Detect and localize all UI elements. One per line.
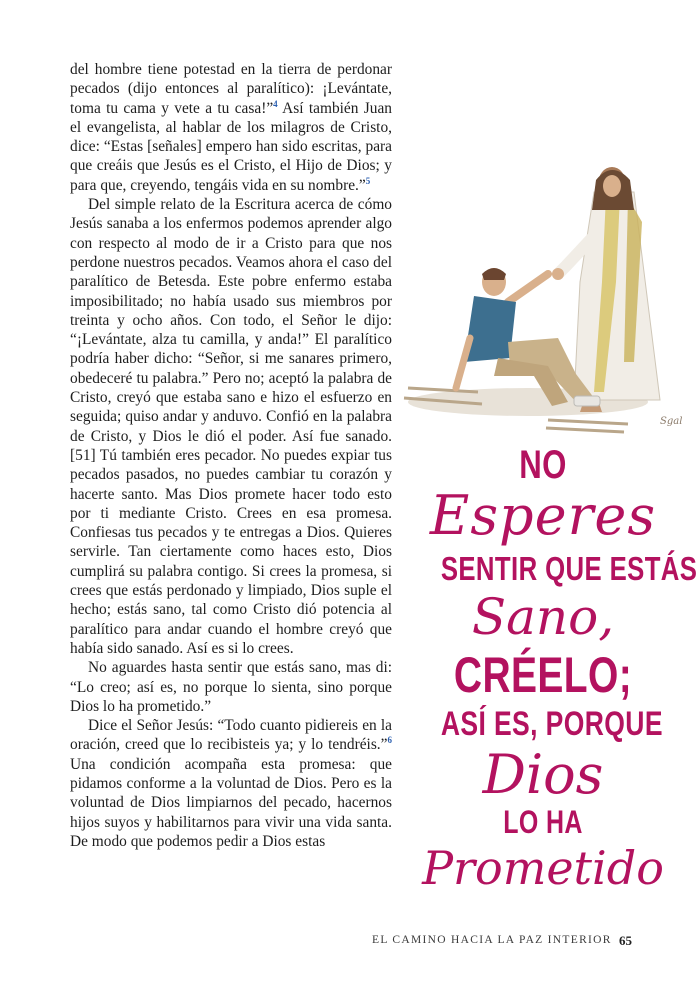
quote-line-lo-ha: LO HA (503, 804, 583, 840)
body-text (70, 60, 392, 851)
quote-line-asi-es: ASÍ ES, PORQUE (440, 705, 663, 743)
quote-line-dios: Dios (482, 743, 604, 806)
paragraph-1 (70, 60, 392, 195)
pull-quote (412, 438, 698, 896)
paragraph-1-text-b: Así también Juan el evangelista, al hablar de los milagros de Cristo, dice: “Estas [señales] empero han sido escritas, para que creáis que Jesús es el Cristo, el Hijo de Dios; y para que, creyendo, tengáis vida en su nombre.” (70, 99, 392, 194)
quote-line-prometido: Prometido (422, 841, 664, 895)
quote-line-sano: Sano, (471, 588, 615, 646)
page-footer (372, 934, 634, 946)
quote-line-no: NO (519, 443, 567, 487)
paragraph-4 (70, 716, 392, 851)
quote-line-creelo: CRÉELO; (453, 647, 633, 703)
quote-line-esperes: Esperes (429, 484, 657, 547)
running-title: EL CAMINO HACIA LA PAZ INTERIOR (372, 934, 612, 946)
paragraph-4-text-a: Dice el Señor Jesús: “Todo cuanto pidiereis en la oración, creed que lo recibisteis ya; y lo tendréis.” (70, 717, 392, 754)
footnote-marker-6[interactable]: 6 (387, 735, 392, 746)
paragraph-4-text-b: Una condición acompaña esta promesa: que pidamos conforme a la voluntad de Dios. Pero es la voluntad de Dios limpiarnos del pecado, hacernos hijos suyos y habilitarnos para vivir una vida santa. De modo que podemos pedir a Dios estas (70, 755, 392, 850)
footnote-marker-5[interactable]: 5 (365, 175, 371, 186)
jesus-lifting-paralytic-illustration (398, 162, 690, 438)
footnote-marker-4[interactable]: 4 (273, 98, 278, 109)
quote-line-sentir: SENTIR QUE ESTÁS (440, 550, 698, 587)
paragraph-3: No aguardes hasta sentir que estás sano, mas di: “Lo creo; así es, no porque lo sienta, sino porque Dios lo ha prometido.” (70, 659, 392, 715)
paragraph-2: Del simple relato de la Escritura acerca de cómo Jesús sanaba a los enfermos podemos aprender algo con respecto al modo de ir a Cristo para que nos perdone nuestros pecados. Veamos ahora el caso del paralítico de Betesda. Este pobre enfermo estaba imposibilitado; no había usado sus miembros por treinta y ocho años. Con todo, el Señor le dijo: “¡Levántate, alza tu camilla, y anda!” El paralítico podría haber dicho: “Señor, si me sanares primero, obedeceré tu palabra.” Pero no; aceptó la palabra de Cristo, creyó que estaba sano e hizo el esfuerzo en seguida; quiso andar y anduvo. Confió en la palabra de Cristo, y Dios le dió el poder. Así fue sanado. [51] Tú también eres pecador. No puedes expiar tus pecados pasados, no puedes cambiar tu corazón y hacerte santo. Mas Dios promete hacer todo esto por ti mediante Cristo. Crees en esa promesa. Confiesas tus pecados y te entregas a Dios. Quieres servirle. Tan ciertamente como haces esto, Dios cumplirá su palabra contigo. Si crees la promesa, si crees que estás perdonado y limpiado, Dios suple el hecho; estás sano, tal como Cristo dió potencia al paralítico para andar cuando el hombre creyó que había sido sanado. Así es si lo crees. (70, 196, 392, 657)
page-number: 65 (619, 933, 632, 948)
paragraph-1-text-a: del hombre tiene potestad en la tierra de perdonar pecados (dijo entonces al paralítico): ¡Levántate, toma tu cama y vete a tu casa!” (70, 61, 392, 117)
artist-signature: Sgal (660, 416, 683, 427)
